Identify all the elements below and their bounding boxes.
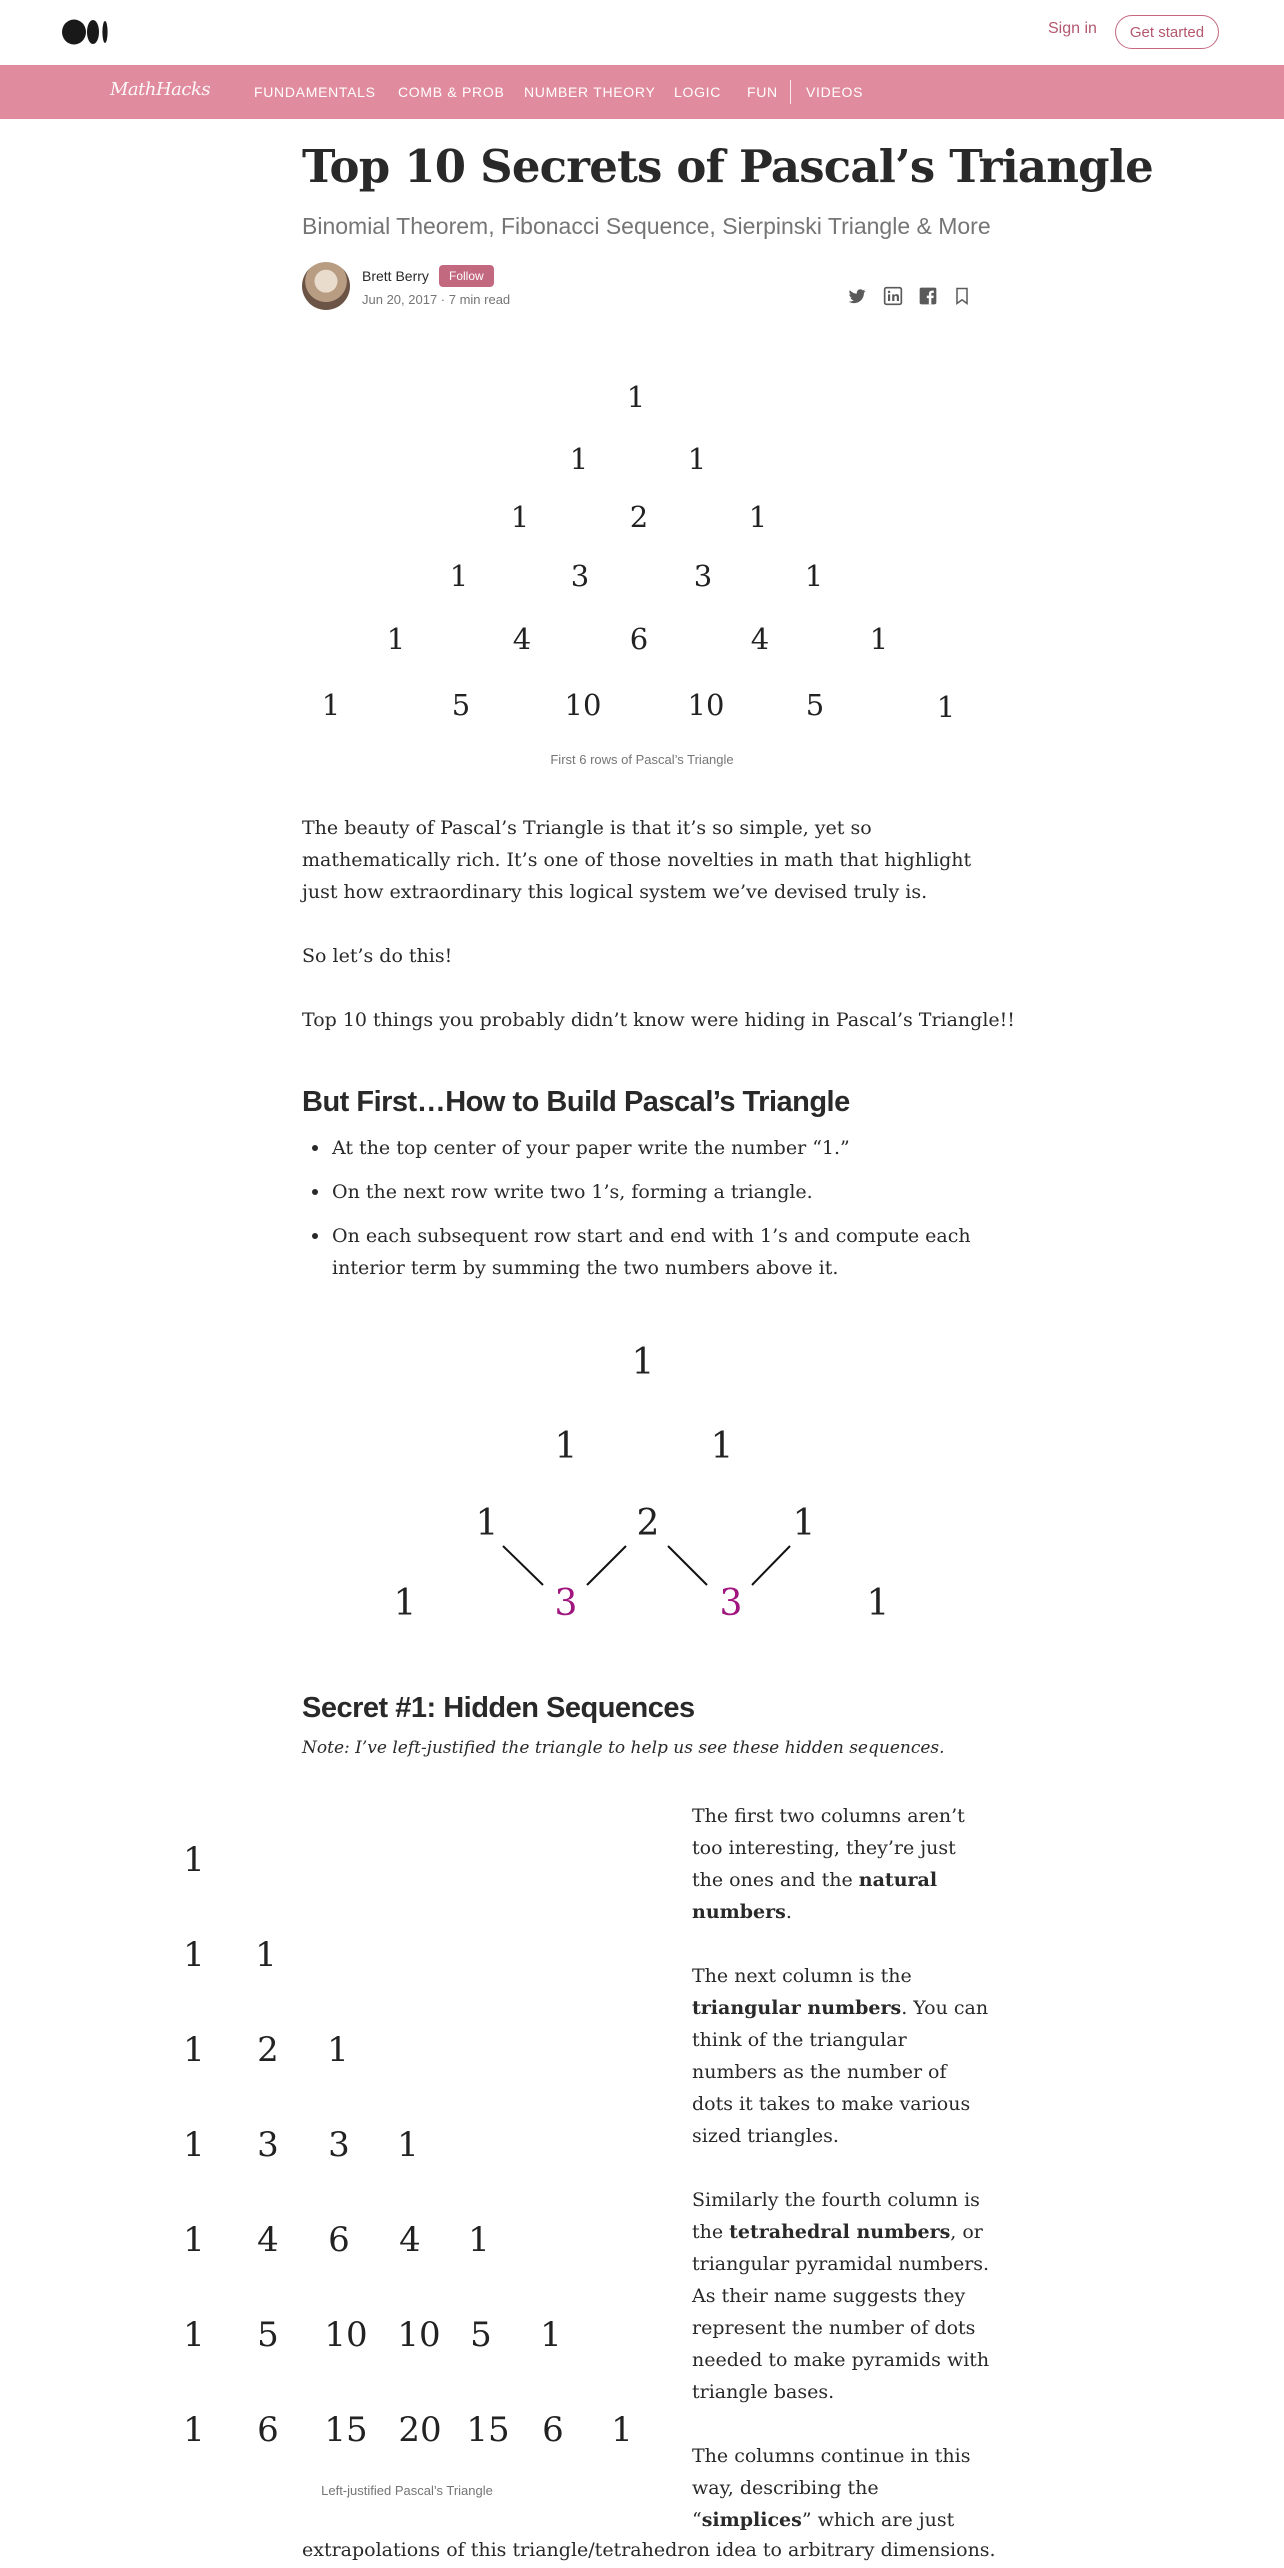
triangle-entry: 6 bbox=[542, 2410, 564, 2450]
article-title: Top 10 Secrets of Pascal’s Triangle bbox=[302, 140, 1153, 193]
triangle-entry: 5 bbox=[257, 2315, 279, 2355]
triangle-entry: 4 bbox=[750, 622, 770, 656]
triangle-entry: 2 bbox=[257, 2030, 279, 2070]
triangle-entry: 1 bbox=[183, 2125, 205, 2165]
article-subtitle: Binomial Theorem, Fibonacci Sequence, Sierpinski Triangle & More bbox=[302, 213, 991, 239]
note-text: Note: I’ve left-justified the triangle to help us see these hidden sequences. bbox=[302, 1738, 945, 1758]
author-avatar[interactable] bbox=[302, 262, 350, 310]
triangle-entry: 20 bbox=[398, 2410, 442, 2450]
triangle-entry: 1 bbox=[183, 2030, 205, 2070]
sign-in-link[interactable]: Sign in bbox=[1048, 20, 1097, 37]
triangle-entry: 1 bbox=[792, 1503, 816, 1544]
linkedin-icon[interactable] bbox=[883, 286, 903, 306]
triangle-entry: 1 bbox=[327, 2030, 349, 2070]
body-paragraph-continuation: extrapolations of this triangle/tetrahedron idea to arbitrary dimensions. bbox=[302, 2539, 996, 2561]
top-bar bbox=[0, 0, 1284, 65]
triangle-entry: 4 bbox=[257, 2220, 279, 2260]
triangle-entry: 10 bbox=[564, 688, 602, 722]
triangle-entry: 3 bbox=[257, 2125, 279, 2165]
intro-paragraph: Top 10 things you probably didn’t know were hiding in Pascal’s Triangle!! bbox=[302, 1009, 1015, 1031]
triangle-entry: 3 bbox=[328, 2125, 350, 2165]
triangle-entry: 1 bbox=[183, 2315, 205, 2355]
get-started-button[interactable]: Get started bbox=[1115, 15, 1219, 49]
triangle-entry: 1 bbox=[540, 2315, 562, 2355]
triangle-entry: 1 bbox=[936, 690, 956, 724]
triangle-entry: 6 bbox=[629, 622, 649, 656]
triangle-entry: 1 bbox=[183, 1840, 205, 1880]
intro-paragraph: The beauty of Pascal’s Triangle is that it’s so simple, yet so mathematically rich. It’s one of those novelties in math that highlight just how extraordinary this logical system we’ve devised truly is. bbox=[302, 817, 972, 903]
triangle-entry: 1 bbox=[554, 1426, 578, 1467]
nav-item-fundamentals[interactable]: FUNDAMENTALS bbox=[254, 84, 376, 100]
triangle-entry: 1 bbox=[626, 380, 646, 414]
nav-item-number-theory[interactable]: NUMBER THEORY bbox=[524, 84, 656, 100]
list-item: On the next row write two 1’s, forming a triangle. bbox=[332, 1176, 992, 1208]
triangle-entry: 1 bbox=[397, 2125, 419, 2165]
triangle-entry: 15 bbox=[466, 2410, 510, 2450]
triangle-entry: 2 bbox=[629, 500, 649, 534]
intro-paragraph: So let’s do this! bbox=[302, 945, 453, 967]
body-paragraph: The first two columns aren’t too interesting, they’re just the ones and the natural numbers. bbox=[692, 1805, 965, 1923]
triangle-entry: 4 bbox=[512, 622, 532, 656]
figure-caption: First 6 rows of Pascal’s Triangle bbox=[550, 752, 734, 767]
section-heading: But First…How to Build Pascal’s Triangle bbox=[302, 1086, 850, 1118]
list-item: On each subsequent row start and end with 1’s and compute each interior term by summing the two numbers above it. bbox=[332, 1220, 992, 1284]
triangle-entry: 1 bbox=[748, 500, 768, 534]
triangle-entry: 1 bbox=[183, 2220, 205, 2260]
article-meta: Jun 20, 2017 · 7 min read bbox=[362, 292, 511, 307]
triangle-entry: 3 bbox=[570, 559, 590, 593]
triangle-entry: 1 bbox=[687, 442, 707, 476]
triangle-entry: 1 bbox=[183, 1935, 205, 1975]
figure-caption: Left-justified Pascal’s Triangle bbox=[321, 2483, 493, 2498]
highlighted-sum: 3 bbox=[554, 1583, 578, 1624]
medium-logo-icon[interactable] bbox=[62, 19, 110, 45]
triangle-entry: 1 bbox=[468, 2220, 490, 2260]
triangle-entry: 15 bbox=[324, 2410, 368, 2450]
body-paragraph: The next column is the triangular numbers. You can think of the triangular numbers as the number of dots it takes to make various sized triangles. bbox=[692, 1965, 989, 2147]
triangle-entry: 1 bbox=[710, 1426, 734, 1467]
triangle-entry: 5 bbox=[805, 688, 825, 722]
triangle-entry: 10 bbox=[397, 2315, 441, 2355]
triangle-entry: 1 bbox=[569, 442, 589, 476]
body-paragraph: The columns continue in this way, describing the “simplices” which are just bbox=[692, 2445, 971, 2531]
list-item: At the top center of your paper write the number “1.” bbox=[332, 1132, 992, 1164]
triangle-entry: 1 bbox=[183, 2410, 205, 2450]
follow-button[interactable]: Follow bbox=[439, 265, 494, 287]
triangle-entry: 2 bbox=[636, 1503, 660, 1544]
facebook-icon[interactable] bbox=[918, 286, 938, 306]
triangle-entry: 4 bbox=[399, 2220, 421, 2260]
publication-nav bbox=[0, 65, 1284, 119]
triangle-entry: 5 bbox=[470, 2315, 492, 2355]
triangle-entry: 1 bbox=[449, 559, 469, 593]
triangle-entry: 1 bbox=[869, 622, 889, 656]
highlighted-sum: 3 bbox=[719, 1583, 743, 1624]
triangle-entry: 1 bbox=[866, 1583, 890, 1624]
bookmark-icon[interactable] bbox=[952, 286, 972, 306]
triangle-entry: 1 bbox=[611, 2410, 633, 2450]
nav-divider bbox=[790, 80, 791, 104]
triangle-entry: 5 bbox=[451, 688, 471, 722]
triangle-entry: 1 bbox=[475, 1503, 499, 1544]
publication-logo[interactable]: MathHacks bbox=[110, 79, 211, 100]
twitter-icon[interactable] bbox=[847, 286, 867, 306]
triangle-entry: 3 bbox=[693, 559, 713, 593]
section-heading: Secret #1: Hidden Sequences bbox=[302, 1692, 695, 1724]
body-paragraph: Similarly the fourth column is the tetrahedral numbers, or triangular pyramidal numbers. As their name suggests they represent the number of dots needed to make pyramids with triangle bases. bbox=[692, 2189, 990, 2403]
triangle-entry: 10 bbox=[324, 2315, 368, 2355]
nav-item-comb-prob[interactable]: COMB & PROB bbox=[398, 84, 505, 100]
nav-item-logic[interactable]: LOGIC bbox=[674, 84, 722, 100]
triangle-entry: 6 bbox=[328, 2220, 350, 2260]
nav-item-fun[interactable]: FUN bbox=[747, 84, 778, 100]
triangle-entry: 1 bbox=[255, 1935, 277, 1975]
author-name[interactable]: Brett Berry bbox=[362, 268, 429, 284]
triangle-entry: 1 bbox=[321, 688, 341, 722]
triangle-entry: 1 bbox=[804, 559, 824, 593]
triangle-entry: 1 bbox=[393, 1583, 417, 1624]
triangle-entry: 10 bbox=[687, 688, 725, 722]
triangle-entry: 1 bbox=[386, 622, 406, 656]
triangle-entry: 1 bbox=[631, 1342, 655, 1383]
triangle-entry: 1 bbox=[510, 500, 530, 534]
nav-item-videos[interactable]: VIDEOS bbox=[806, 84, 864, 100]
triangle-entry: 6 bbox=[257, 2410, 279, 2450]
